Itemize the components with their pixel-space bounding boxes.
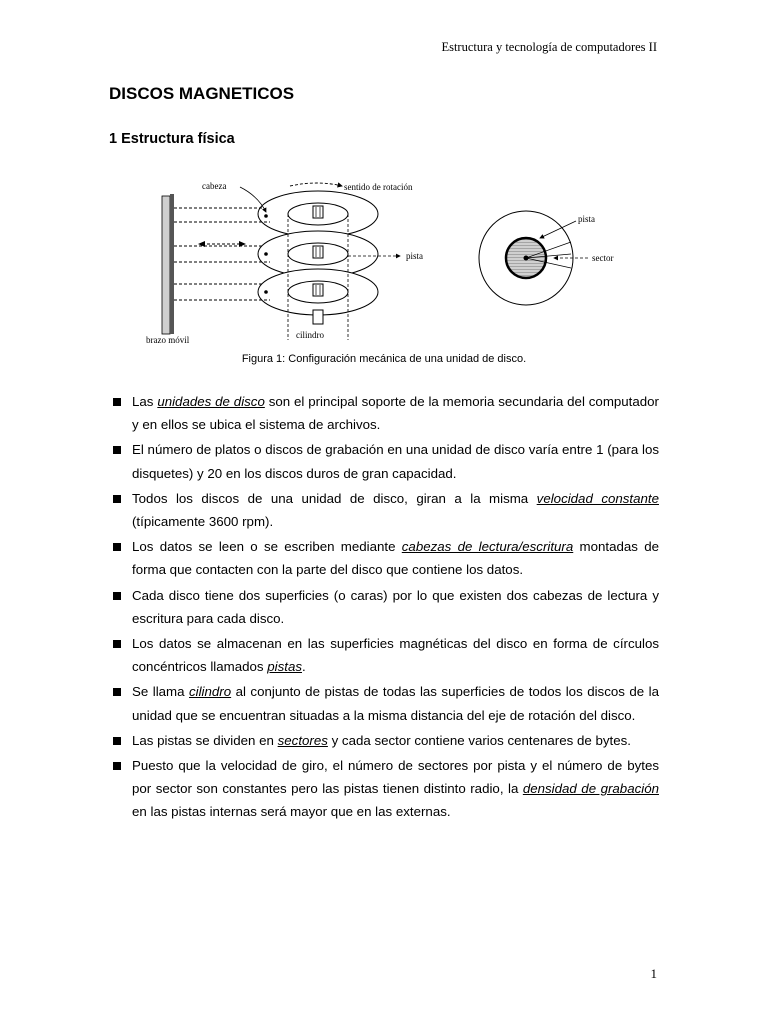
bullet-item <box>109 535 659 581</box>
bullet-text: Las pistas se dividen en <box>132 732 278 748</box>
head-arms <box>174 208 270 300</box>
bullet-square-icon <box>113 592 121 600</box>
section-heading: 1 Estructura física <box>109 131 235 147</box>
key-term: pistas <box>267 659 302 675</box>
label-pista-left: pista <box>406 251 423 261</box>
bullet-item <box>109 632 659 678</box>
disk-diagram <box>130 172 630 352</box>
label-pista-right: pista <box>578 214 595 224</box>
key-term: unidades de disco <box>157 394 265 409</box>
bullet-square-icon <box>113 495 121 503</box>
key-term: velocidad constante <box>536 490 659 506</box>
bullet-text: al conjunto de pistas de todas las superficies de todos los discos de la unidad que se encuentran situadas a la misma distancia del eje de rotación del disco. <box>132 684 659 723</box>
bullet-item <box>109 584 659 630</box>
bullet-square-icon <box>113 398 121 406</box>
bullet-text: son el principal soporte de la memoria secundaria del computador y en ellos se ubica el sistema de archivos. <box>132 394 659 433</box>
label-rotation: sentido de rotación <box>344 182 413 192</box>
bullet-square-icon <box>113 688 121 696</box>
bullet-item <box>109 754 659 824</box>
running-header: Estructura y tecnología de computadores II <box>441 40 657 54</box>
disk-top-view <box>479 211 573 305</box>
bullet-square-icon <box>113 640 121 648</box>
bullet-text: Se llama <box>132 684 189 700</box>
key-term: densidad de grabación <box>522 781 659 797</box>
bullet-item <box>109 680 659 726</box>
bullet-square-icon <box>113 446 121 454</box>
bullet-text: El número de platos o discos de grabación en una unidad de disco varía entre 1 (para los disquetes) y 20 en los discos duros de gran capacidad. <box>132 442 659 481</box>
disk-diagram-svg <box>130 172 630 352</box>
bullet-square-icon <box>113 737 121 745</box>
bullet-text: . <box>302 659 306 675</box>
bullet-item <box>109 390 659 436</box>
bullet-text: Puesto que la velocidad de giro, el número de sectores por pista y el número de bytes por sector son constantes pero las pistas tienen distinto radio, la <box>132 758 659 797</box>
label-brazo: brazo móvil <box>146 335 190 345</box>
bullet-text: Los datos se almacenan en las superficies magnéticas del disco en forma de círculos concéntricos llamados <box>132 636 659 675</box>
key-term: sectores <box>277 732 328 748</box>
key-term: cabezas de lectura/escritura <box>401 539 574 555</box>
bullet-list <box>109 390 659 826</box>
label-sector: sector <box>592 253 614 263</box>
label-cilindro: cilindro <box>296 330 324 340</box>
page-number: 1 <box>650 966 657 981</box>
bullet-text: Los datos se leen o se escriben mediante <box>132 539 402 555</box>
bullet-item <box>109 729 659 752</box>
bullet-text: Las <box>132 394 158 409</box>
bullet-item <box>109 487 659 533</box>
bullet-text: Cada disco tiene dos superficies (o caras) por lo que existen dos cabezas de lectura y escritura para cada disco. <box>132 587 659 626</box>
document-title: DISCOS MAGNETICOS <box>109 84 295 103</box>
bullet-square-icon <box>113 762 121 770</box>
bullet-item <box>109 438 659 484</box>
bullet-text: Todos los discos de una unidad de disco, giran a la misma <box>132 490 537 506</box>
arm-plate <box>162 196 170 334</box>
bullet-square-icon <box>113 543 121 551</box>
label-cabeza: cabeza <box>202 181 227 191</box>
bullet-text: montadas de forma que contacten con la parte del disco que contiene los datos. <box>132 539 659 578</box>
figure-caption: Figura 1: Configuración mecánica de una unidad de disco. <box>241 353 527 365</box>
bullet-text: y cada sector contiene varios centenares de bytes. <box>327 732 631 748</box>
bullet-text: (típicamente 3600 rpm). <box>132 514 274 530</box>
bullet-text: en las pistas internas será mayor que en las externas. <box>132 804 451 820</box>
rotation-arrow <box>290 183 342 186</box>
arm-bar <box>170 194 174 334</box>
key-term: cilindro <box>189 684 232 700</box>
